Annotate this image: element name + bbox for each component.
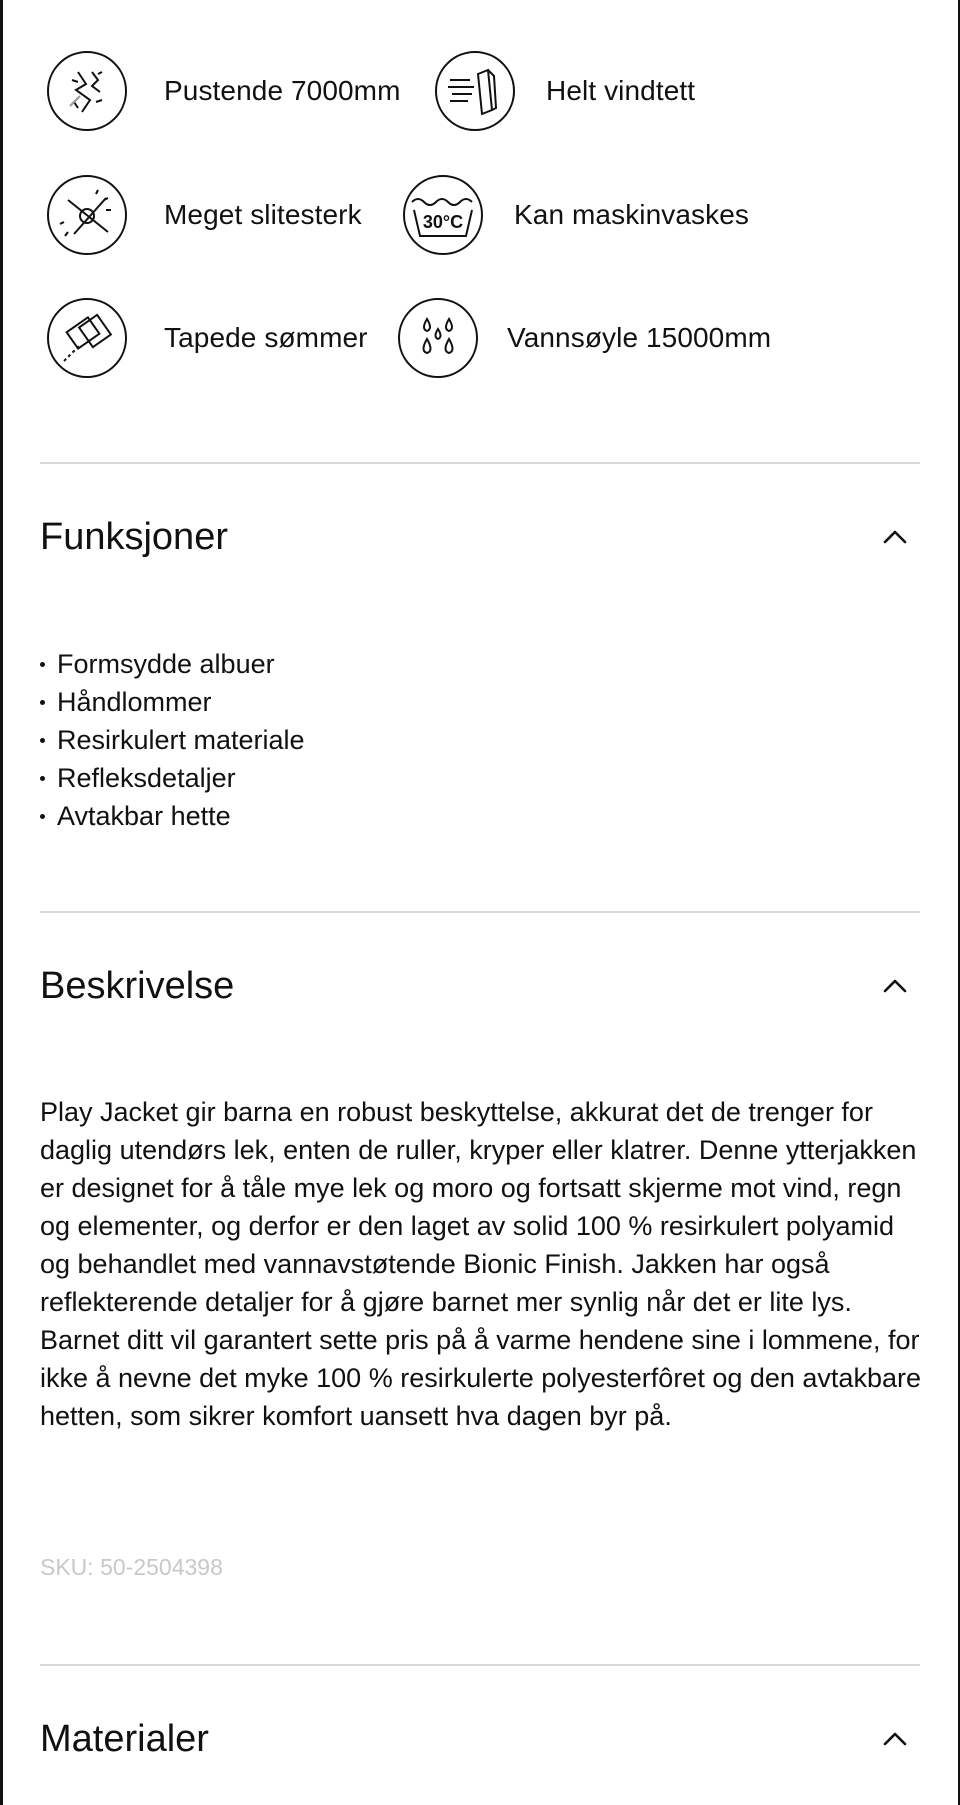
sku-text: SKU: 50-2504398	[40, 1554, 223, 1580]
wind-icon	[434, 50, 516, 132]
feature-label: Vannsøyle 15000mm	[507, 322, 772, 353]
breathable-icon	[46, 50, 128, 132]
accordion-description-header[interactable]	[40, 956, 920, 1016]
chevron-up-icon[interactable]	[878, 969, 912, 1003]
list-item	[40, 721, 305, 759]
functions-list	[40, 645, 305, 835]
list-item-label: Håndlommer	[57, 687, 212, 717]
list-item-label: Resirkulert materiale	[57, 725, 305, 755]
bullet-dot	[40, 776, 45, 781]
bullet-dot	[40, 662, 45, 667]
feature-label: Tapede sømmer	[164, 322, 368, 353]
product-description: Play Jacket gir barna en robust beskyttelse, akkurat det de trenger for daglig utendørs lek, enten de ruller, kryper eller klatrer. Denne ytterjakken er designet for å tåle mye lek og moro og fortsatt skjerme mot vind, regn og elementer, og derfor er den laget av solid 100 % resirkulert polyamid og behandlet med vannavstøtende Bionic Finish. Jakken har også reflekterende detaljer for å gjøre barnet mer synlig når det er lite lys. Barnet ditt vil garantert sette pris på å varme hendene sine i lommene, for ikke å nevne det myke 100 % resirkulerte polyesterfôret og den avtakbare hetten, som sikrer komfort uansett hva dagen byr på.	[40, 1097, 921, 1431]
accordion-functions-header[interactable]	[40, 507, 920, 567]
feature-taped-seams	[46, 296, 368, 380]
water-drops-icon	[397, 297, 479, 379]
feature-water-column	[397, 296, 771, 380]
feature-windproof	[434, 49, 695, 133]
taped-seams-icon	[46, 297, 128, 379]
bullet-dot	[40, 814, 45, 819]
feature-label: Helt vindtett	[546, 75, 696, 106]
svg-text:30°C: 30°C	[422, 212, 464, 232]
feature-grid	[0, 0, 960, 420]
section-divider	[40, 1664, 920, 1666]
section-title: Funksjoner	[40, 515, 228, 558]
accordion-materials-header[interactable]	[40, 1709, 920, 1769]
feature-label: Meget slitesterk	[164, 199, 362, 230]
feature-durable	[46, 173, 362, 257]
section-title: Beskrivelse	[40, 964, 235, 1007]
feature-label: Kan maskinvaskes	[514, 199, 750, 230]
section-title: Materialer	[40, 1717, 209, 1760]
list-item-label: Refleksdetaljer	[57, 763, 236, 793]
bullet-dot	[40, 700, 45, 705]
durable-icon	[46, 174, 128, 256]
feature-label: Pustende 7000mm	[164, 75, 401, 106]
list-item	[40, 759, 305, 797]
chevron-up-icon[interactable]	[878, 1722, 912, 1756]
list-item	[40, 645, 305, 683]
list-item	[40, 797, 305, 835]
list-item-label: Avtakbar hette	[57, 801, 231, 831]
section-divider	[40, 462, 920, 464]
list-item	[40, 683, 305, 721]
chevron-up-icon[interactable]	[878, 520, 912, 554]
feature-washable	[402, 173, 749, 257]
section-divider	[40, 911, 920, 913]
wash-30c-icon	[402, 174, 484, 256]
feature-breathable	[46, 49, 401, 133]
bullet-dot	[40, 738, 45, 743]
list-item-label: Formsydde albuer	[57, 649, 275, 679]
